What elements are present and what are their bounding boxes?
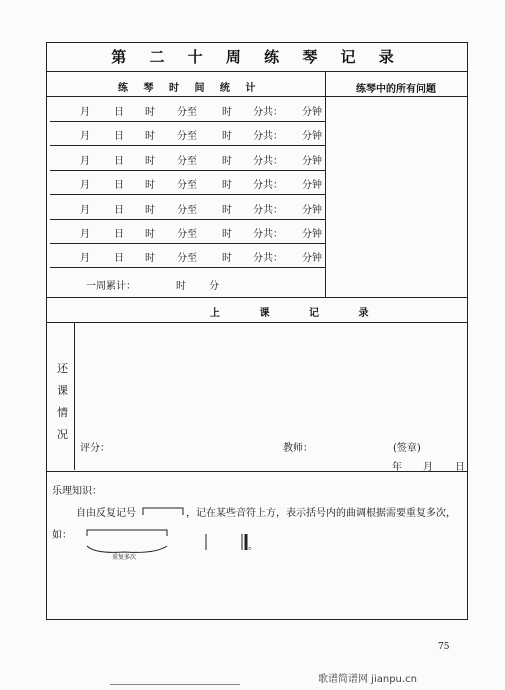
practice-row-label: 分共：: [253, 180, 283, 192]
example-label: 如：: [52, 530, 72, 541]
practice-row-label: 月: [80, 131, 90, 143]
practice-row-label: 月: [80, 253, 90, 265]
page-title: 第 二 十 周 练 琴 记 录: [111, 48, 403, 66]
lesson-char-4: 况: [57, 428, 68, 441]
example-period: 。: [248, 541, 258, 552]
lesson-label-divider: [74, 322, 75, 470]
lesson-char-1: 还: [57, 362, 68, 375]
theory-heading: 乐理知识：: [52, 486, 102, 497]
practice-row-label: 分至: [177, 155, 197, 167]
practice-row-label: 分至: [177, 180, 197, 192]
practice-row-label: 分钟: [302, 131, 322, 143]
practice-row-label: 时: [145, 155, 155, 167]
page-number: 75: [438, 642, 450, 652]
practice-row-label: 时: [222, 229, 232, 240]
practice-row-label: 分钟: [302, 107, 322, 118]
practice-row-label: 日: [114, 155, 124, 167]
practice-row-label: 日: [114, 131, 124, 143]
weekly-total-hour: 时: [176, 281, 186, 292]
practice-time-header: 练 琴 时 间 统 计: [118, 83, 262, 94]
date-month: 月: [423, 462, 433, 473]
practice-row-label: 分钟: [302, 155, 322, 167]
teacher-label: 教师：: [283, 443, 313, 454]
practice-row-label: 分共：: [253, 131, 283, 143]
practice-row-label: 分至: [177, 204, 197, 216]
practice-row-label: 分共：: [253, 204, 283, 216]
practice-row-label: 分至: [177, 107, 197, 118]
practice-row-label: 分共：: [253, 229, 283, 240]
free-repeat-sign-icon: [141, 505, 185, 517]
practice-row-label: 时: [222, 155, 232, 167]
signature-label: (签章): [393, 443, 421, 454]
column-divider: [325, 71, 326, 297]
theory-line-start: 自由反复记号: [76, 508, 136, 519]
practice-row-label: 分共：: [253, 253, 283, 265]
practice-row: [50, 146, 325, 170]
practice-row-label: 时: [222, 180, 232, 192]
lesson-record-header: 上 课 记 录: [210, 308, 387, 319]
title-divider: [46, 71, 468, 72]
practice-row: [50, 243, 325, 267]
practice-row: [50, 97, 325, 121]
practice-row-label: 时: [145, 107, 155, 118]
practice-row-label: 时: [222, 204, 232, 216]
practice-row-label: 分钟: [302, 180, 322, 192]
practice-row-label: 月: [80, 229, 90, 240]
weekly-total-label: 一周累计：: [86, 281, 136, 292]
bottom-rule: [110, 684, 240, 685]
practice-row-label: 分共：: [253, 107, 283, 118]
practice-row-label: 日: [114, 180, 124, 192]
practice-row-label: 分钟: [302, 253, 322, 265]
practice-problems-header: 练琴中的所有问题: [356, 84, 436, 95]
practice-row-label: 日: [114, 229, 124, 240]
practice-row-label: 月: [80, 107, 90, 118]
practice-row-label: 时: [145, 229, 155, 240]
practice-row-underline: [50, 267, 325, 268]
practice-row: [50, 121, 325, 145]
practice-row-label: 分至: [177, 131, 197, 143]
evaluation-label: 评分：: [80, 443, 110, 454]
practice-row-label: 月: [80, 155, 90, 167]
practice-row-label: 时: [222, 107, 232, 118]
practice-row-label: 分至: [177, 253, 197, 265]
practice-row-label: 日: [114, 204, 124, 216]
section-divider: [46, 297, 468, 298]
theory-line-end: ，记在某些音符上方，表示括号内的曲调根据需要重复多次，: [186, 508, 456, 519]
date-day: 日: [455, 462, 465, 473]
bracket-caption: 重复多次: [112, 554, 137, 561]
practice-row-label: 时: [145, 253, 155, 265]
lesson-char-2: 课: [57, 384, 68, 397]
practice-row: [50, 170, 325, 194]
practice-row-label: 日: [114, 107, 124, 118]
theory-divider: [46, 471, 468, 472]
practice-row-label: 日: [114, 253, 124, 265]
lesson-header-divider: [46, 322, 468, 323]
practice-row-label: 月: [80, 204, 90, 216]
date-year: 年: [392, 462, 402, 473]
lesson-char-3: 情: [57, 406, 68, 419]
practice-row: [50, 219, 325, 243]
practice-row-label: 分共：: [253, 155, 283, 167]
practice-row-label: 分钟: [302, 229, 322, 240]
practice-row-label: 分钟: [302, 204, 322, 216]
watermark: 歌谱简谱网 jianpu.cn: [318, 674, 417, 685]
weekly-total-minute: 分: [209, 281, 219, 292]
practice-row-label: 月: [80, 180, 90, 192]
practice-row-label: 时: [145, 180, 155, 192]
practice-row-label: 时: [145, 131, 155, 143]
practice-row-label: 时: [222, 131, 232, 143]
practice-row-label: 分至: [177, 229, 197, 240]
practice-row: [50, 195, 325, 219]
practice-row-label: 时: [222, 253, 232, 265]
practice-row-label: 时: [145, 204, 155, 216]
